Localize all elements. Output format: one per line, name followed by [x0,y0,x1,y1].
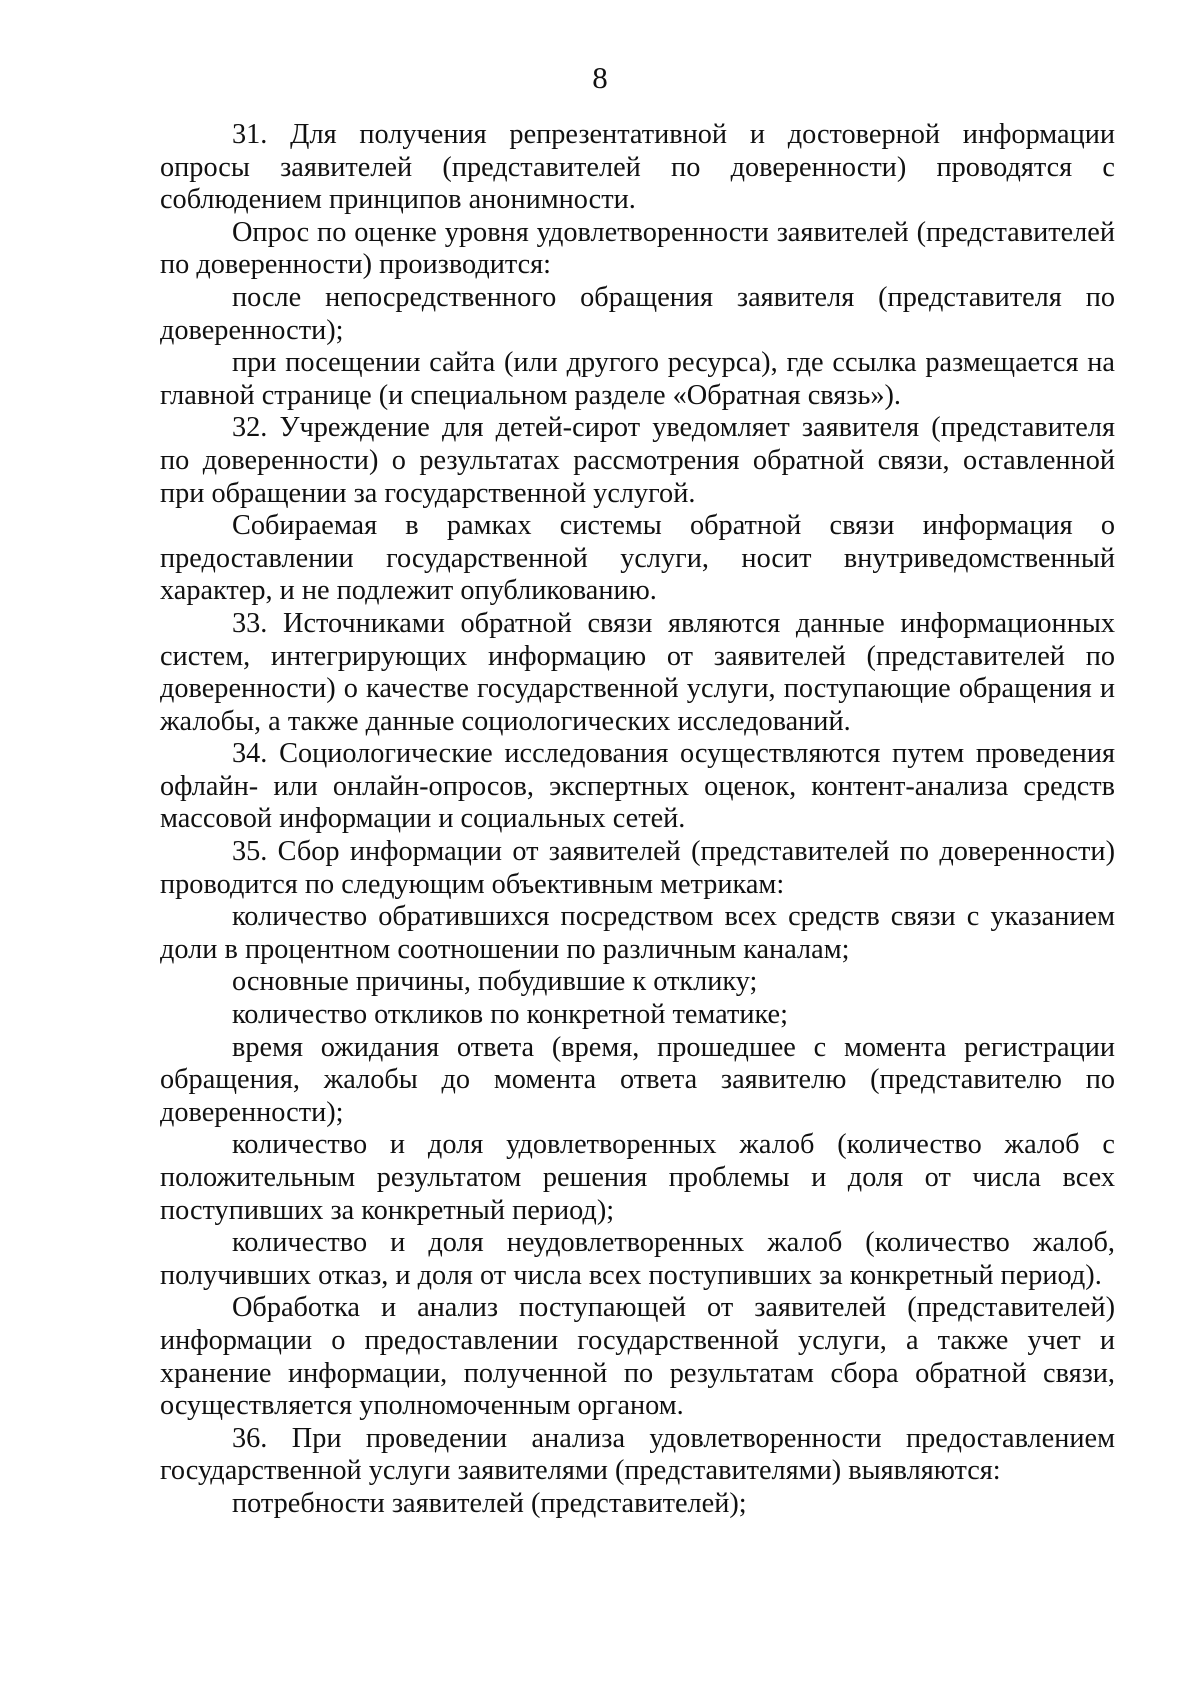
metric-responses-by-topic: количество откликов по конкретной тематике; [232,999,788,1031]
paragraph-collected-info: Собираемая в рамках системы обратной связи информация о предоставлении государственной услуги, носит внутриведомственный характер, и не подлежит опубликованию. [160,510,1115,607]
paragraph-processing: Обработка и анализ поступающей от заявителей (представителей) информации о предоставлении государственной услуги, а также учет и хранение информации, полученной по результатам сбора обратной связи, осуществляется уполномоченным органом. [160,1292,1115,1422]
paragraph-survey-website: при посещении сайта (или другого ресурса), где ссылка размещается на главной странице (и специальном разделе «Обратная связь»). [160,347,1115,411]
paragraph-survey-intro: Опрос по оценке уровня удовлетворенности заявителей (представителей по доверенности) производится: [160,216,1115,281]
metric-response-wait-time: время ожидания ответа (время, прошедшее с момента регистрации обращения, жалобы до момента ответа заявителю (представителю по доверенности); [160,1031,1115,1128]
paragraph-31: 31. Для получения репрезентативной и достоверной информации опросы заявителей (представителей по доверенности) проводятся с соблюдением принципов анонимности. [160,119,1115,216]
paragraph-34: 34. Социологические исследования осуществляются путем проведения офлайн- или онлайн-опросов, экспертных оценок, контент-анализа средств массовой информации и социальных сетей. [160,738,1115,835]
paragraph-36: 36. При проведении анализа удовлетворенности предоставлением государственной услуги заявителями (представителями) выявляются: [160,1422,1115,1487]
metric-unsatisfied-complaints: количество и доля неудовлетворенных жалоб (количество жалоб, получивших отказ, и доля от числа всех поступивших за конкретный период). [160,1227,1115,1291]
metric-satisfied-complaints: количество и доля удовлетворенных жалоб (количество жалоб с положительным результатом решения проблемы и доля от числа всех поступивших за конкретный период); [160,1129,1115,1226]
item-applicant-needs: потребности заявителей (представителей); [232,1487,747,1519]
body-text [160,119,1115,1521]
metric-channel-share: количество обратившихся посредством всех средств связи с указанием доли в процентном соотношении по различным каналам; [160,901,1115,965]
paragraph-survey-after-visit: после непосредственного обращения заявителя (представителя по доверенности); [160,281,1115,346]
paragraph-35: 35. Сбор информации от заявителей (представителей по доверенности) проводится по следующим объективным метрикам: [160,836,1115,900]
page-number: 8 [592,60,608,95]
paragraph-33: 33. Источниками обратной связи являются данные информационных систем, интегрирующих информацию от заявителей (представителей по доверенности) о качестве государственной услуги, поступающие обращения и жалобы, а также данные социологических исследований. [160,607,1115,737]
paragraph-32: 32. Учреждение для детей-сирот уведомляет заявителя (представителя по доверенности) о результатах рассмотрения обратной связи, оставленной при обращении за государственной услугой. [160,412,1115,509]
metric-main-reasons: основные причины, побудившие к отклику; [232,966,758,998]
